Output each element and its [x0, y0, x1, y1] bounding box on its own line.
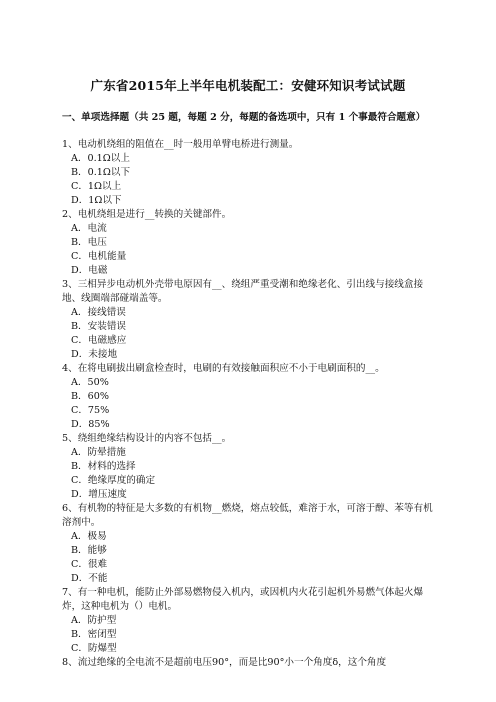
- option-3a: A．接线错误: [71, 307, 126, 318]
- option-5d: D．增压速度: [71, 489, 127, 500]
- section-heading: 一、单项选择题（共 25 题，每题 2 分，每题的备选项中，只有 1 个事最符合题意）: [62, 112, 426, 123]
- option-1d: D．1Ω以下: [71, 195, 122, 206]
- option-2b: B．电压: [71, 237, 107, 248]
- option-6a: A．极易: [71, 531, 107, 542]
- option-1b: B．0.1Ω以下: [71, 167, 131, 178]
- question-3: 3、三相异步电动机外壳带电原因有__、绕组严重受潮和绝缘老化、引出线与接线盒接地、线圈端部碰端盖等。: [62, 279, 424, 305]
- question-2: 2、电机绕组是进行__转换的关键部件。: [62, 209, 232, 220]
- option-7a: A．防护型: [71, 615, 117, 626]
- option-1c: C．1Ω以上: [71, 181, 122, 192]
- option-6b: B．能够: [71, 545, 107, 556]
- option-5b: B．材料的选择: [71, 461, 136, 472]
- question-8: 8、流过绝缘的全电流不是超前电压90°，而是比90°小一个角度δ，这个角度: [62, 657, 387, 668]
- page-title: 广东省2015年上半年电机装配工：安健环知识考试试题: [90, 78, 406, 93]
- option-3c: C．电磁感应: [71, 335, 127, 346]
- question-1: 1、电动机绕组的阻值在__时一般用单臂电桥进行测量。: [62, 139, 299, 150]
- option-3d: D．未接地: [71, 349, 118, 360]
- option-4a: A．50%: [71, 377, 109, 388]
- question-7: 7、有一种电机，能防止外部易燃物侵入机内，或因机内火花引起机外易燃气体起火爆炸，这种电机为（）电机。: [62, 587, 424, 613]
- option-7c: C．防爆型: [71, 643, 117, 654]
- option-3b: B．安装错误: [71, 321, 127, 332]
- option-4d: D．85%: [71, 419, 110, 430]
- option-4b: B．60%: [71, 391, 109, 402]
- option-6d: D．不能: [71, 573, 108, 584]
- option-4c: C．75%: [71, 405, 110, 416]
- option-5c: C．绝缘厚度的确定: [71, 475, 156, 486]
- question-4: 4、在将电刷拔出刷盒检查时，电刷的有效接触面积应不小于电刷面积的__。: [62, 363, 385, 374]
- option-2c: C．电机能量: [71, 251, 127, 262]
- option-7b: B．密闭型: [71, 629, 117, 640]
- option-2a: A．电流: [71, 223, 107, 234]
- option-1a: A．0.1Ω以上: [71, 153, 130, 164]
- question-6: 6、有机物的特征是大多数的有机物__燃烧，熔点较低，难溶于水，可溶于醇、苯等有机溶剂中。: [62, 503, 433, 529]
- question-5: 5、绕组绝缘结构设计的内容不包括__。: [62, 433, 232, 444]
- option-6c: C．很难: [71, 559, 108, 570]
- option-5a: A．防晕措施: [71, 447, 126, 458]
- option-2d: D．电磁: [71, 265, 108, 276]
